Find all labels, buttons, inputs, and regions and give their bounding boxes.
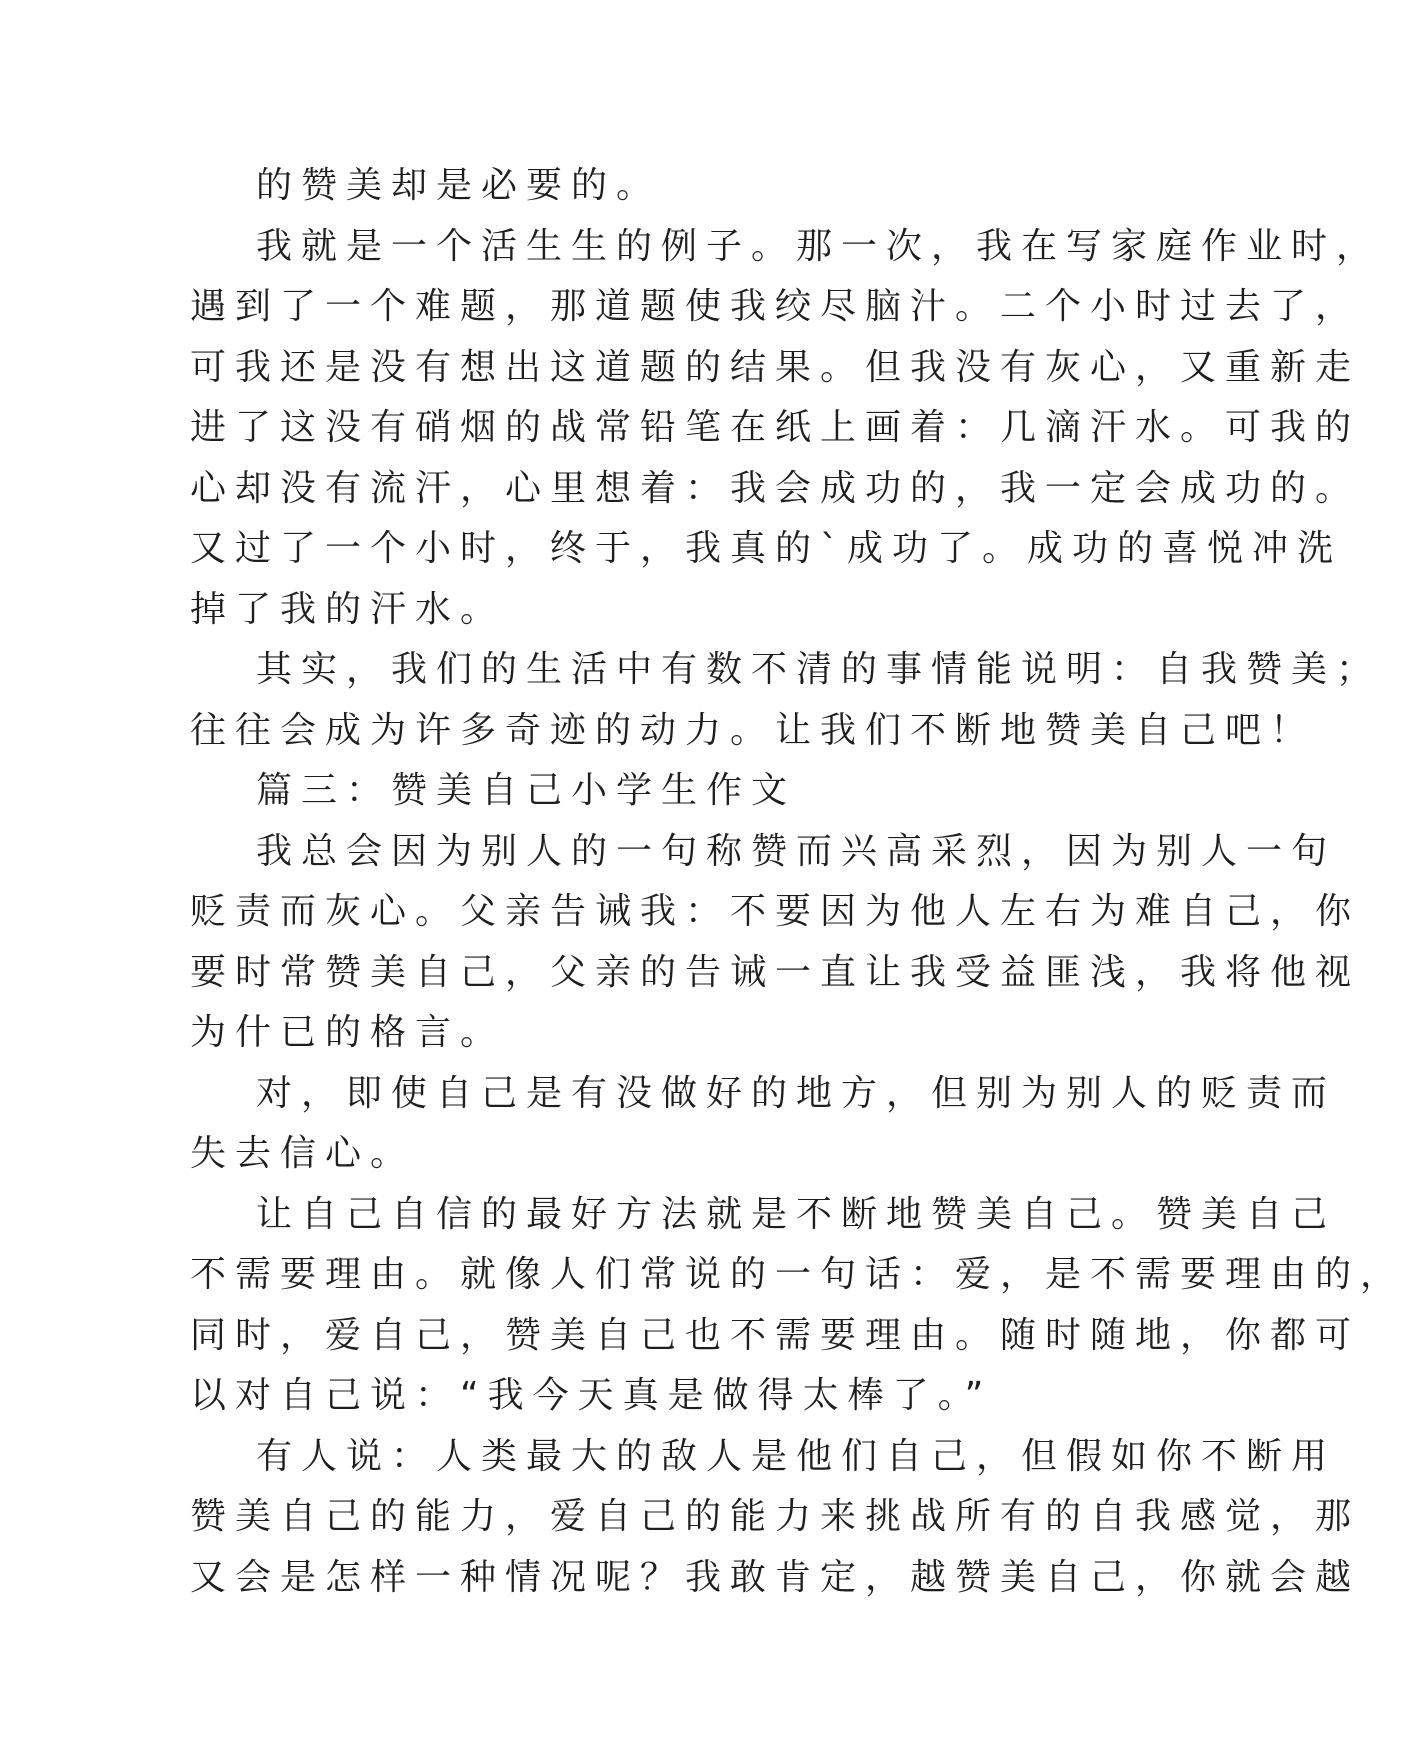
text-line: 我总会因为别人的一句称赞而兴高采烈，因为别人一句 (256, 830, 1337, 872)
text-line: 对，即使自己是有没做好的地方，但别为别人的贬责而 (256, 1072, 1337, 1114)
text-line: 有人说：人类最大的敌人是他们自己，但假如你不断用 (256, 1435, 1337, 1477)
text-line: 篇三：赞美自己小学生作文 (256, 770, 797, 811)
text-line: 的赞美却是必要的。 (256, 165, 662, 206)
text-line: 让自己自信的最好方法就是不断地赞美自己。赞美自己 (256, 1193, 1337, 1235)
text-line: 掉了我的汗水。 (190, 588, 506, 630)
text-line: 往往会成为许多奇迹的动力。让我们不断地赞美自己吧！ (190, 709, 1316, 751)
text-line: 为什已的格言。 (190, 1012, 506, 1053)
text-line: 以对自己说：“我今天真是做得太棒了。” (190, 1375, 993, 1416)
text-line: 不需要理由。就像人们常说的一句话：爱，是不需要理由的， (190, 1254, 1405, 1295)
essay-body (190, 156, 1405, 1608)
text-line: 又过了一个小时，终于，我真的`成功了。成功的喜悦冲洗 (190, 528, 1343, 569)
text-line: 贬责而灰心。父亲告诫我：不要因为他人左右为难自己，你 (190, 891, 1361, 932)
text-line: 要时常赞美自己，父亲的告诫一直让我受益匪浅，我将他视 (190, 951, 1361, 993)
text-line: 进了这没有硝烟的战常铅笔在纸上画着：几滴汗水。可我的 (190, 407, 1361, 448)
text-line: 同时，爱自己，赞美自己也不需要理由。随时随地，你都可 (190, 1314, 1361, 1356)
text-line: 心却没有流汗，心里想着：我会成功的，我一定会成功的。 (190, 467, 1361, 509)
text-line: 又会是怎样一种情况呢？我敢肯定，越赞美自己，你就会越 (190, 1556, 1361, 1598)
text-line: 失去信心。 (190, 1133, 416, 1174)
text-line: 其实，我们的生活中有数不清的事情能说明：自我赞美； (256, 649, 1382, 690)
text-line: 我就是一个活生生的例子。那一次，我在写家庭作业时， (256, 225, 1382, 267)
text-line: 赞美自己的能力，爱自己的能力来挑战所有的自我感觉，那 (190, 1496, 1361, 1537)
text-line: 可我还是没有想出这道题的结果。但我没有灰心，又重新走 (190, 346, 1361, 388)
text-line: 遇到了一个难题，那道题使我绞尽脑汁。二个小时过去了， (190, 286, 1361, 327)
